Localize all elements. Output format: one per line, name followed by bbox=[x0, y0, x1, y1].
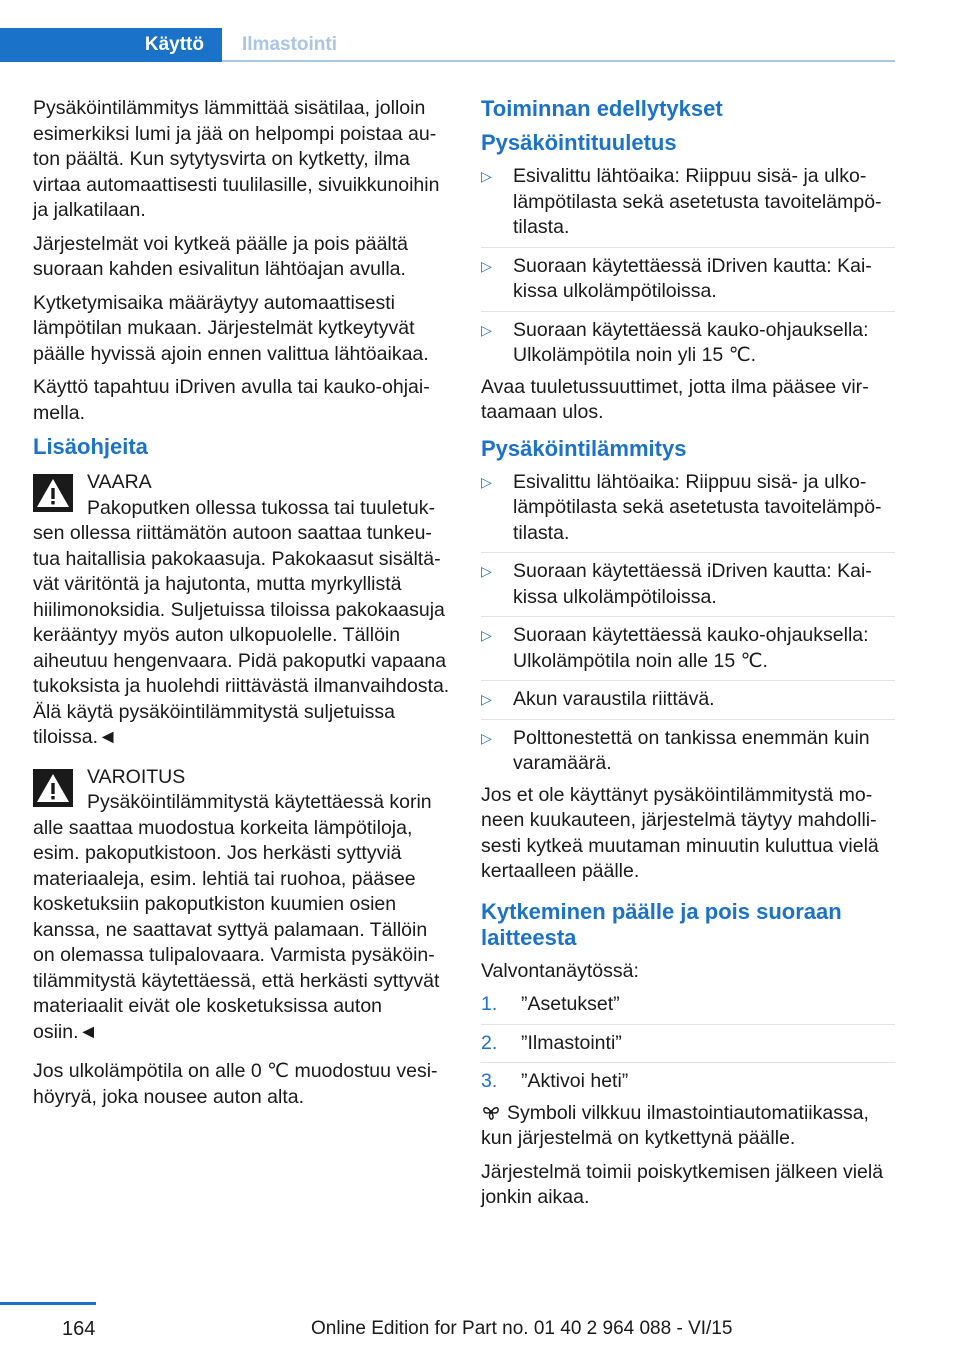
list-item bbox=[481, 719, 895, 777]
paragraph-switch-time: Kytketymisaika määräytyy automaattisesti lämpötilan mukaan. Järjestelmät kytkeytyvät päälle hyvissä ajoin ennen valittua lähtöaikaa. bbox=[33, 291, 429, 365]
paragraph-operation: Käyttö tapahtuu iDriven avulla tai kauko-ohjaimella. bbox=[33, 376, 430, 424]
triangle-bullet-icon: ▷ bbox=[481, 321, 492, 338]
step-text: ”Asetukset” bbox=[521, 993, 620, 1015]
warning-text: Pysäköintilämmitystä käytettäessä korin alle saattaa muodostua korkeita lämpötiloja, esim. pakoputkistoon. Jos herkästi syttyviä materiaaleja, esim. lehtiä tai ruohoa, pääsee kosketuksiin pakoputkiston kuumien osien kanssa, ne saattavat syttyä palamaan. Tällöin on olemassa tulipalovaara. Varmista pysäköintilämmitystä käytettäessä, että herkästi syttyvät materiaalit eivät ole kosketuksissa auton osiin.◄ bbox=[33, 791, 440, 1043]
triangle-bullet-icon: ▷ bbox=[481, 691, 492, 707]
list-item bbox=[481, 470, 895, 547]
list-item-text: Suoraan käytettäessä iDriven kautta: Kaikissa ulkolämpötiloissa. bbox=[513, 254, 872, 302]
list-item bbox=[481, 680, 895, 713]
triangle-bullet-icon: ▷ bbox=[481, 729, 492, 746]
list-item bbox=[481, 552, 895, 610]
step-number: 3. bbox=[481, 1070, 498, 1092]
ventilation-requirements-list bbox=[481, 164, 895, 369]
fan-icon bbox=[481, 1103, 501, 1121]
paragraph-vents: Avaa tuuletussuuttimet, jotta ilma pääsee virtaamaan ulos. bbox=[481, 375, 869, 423]
list-item bbox=[481, 616, 895, 674]
heading-ventilation: Pysäköintituuletus bbox=[481, 130, 677, 155]
warning-title: VAARA bbox=[87, 471, 152, 493]
heading-requirements: Toiminnan edellytykset bbox=[481, 96, 723, 121]
triangle-bullet-icon: ▷ bbox=[481, 257, 492, 274]
warning-block-danger bbox=[33, 470, 451, 751]
list-item-text: Akun varaustila riittävä. bbox=[513, 688, 715, 710]
warning-triangle-icon bbox=[33, 769, 73, 807]
list-item-text: Suoraan käytettäessä kauko-ohjauksella: Ulkolämpötila noin yli 15 ℃. bbox=[513, 318, 869, 366]
heating-requirements-list bbox=[481, 470, 895, 777]
list-item-text: Suoraan käytettäessä iDriven kautta: Kaikissa ulkolämpötiloissa. bbox=[513, 560, 872, 608]
right-column bbox=[481, 96, 895, 1219]
left-column bbox=[33, 96, 451, 1118]
list-item bbox=[481, 1024, 895, 1057]
list-item bbox=[481, 164, 895, 241]
footer-edition: Online Edition for Part no. 01 40 2 964 088 - VI/15 bbox=[311, 1318, 733, 1339]
intro-paragraph: Pysäköintilämmitys lämmittää sisätilaa, jolloin esimerkiksi lumi ja jää on helpompi poistaa auton päältä. Kun sytytysvirta on kytketty, ilma virtaa automaattisesti tuulilasille, sivuikkunoihin ja jalkatilaan. bbox=[33, 97, 440, 221]
step-text: ”Aktivoi heti” bbox=[521, 1070, 629, 1092]
symbol-text: Symboli vilkkuu ilmastointiautomatiikassa, kun järjestelmä on kytkettynä päälle. bbox=[481, 1101, 869, 1149]
paragraph-continue: Järjestelmä toimii poiskytkemisen jälkeen vielä jonkin aikaa. bbox=[481, 1160, 884, 1208]
paragraph-symbol bbox=[481, 1101, 895, 1152]
heading-heating: Pysäköintilämmitys bbox=[481, 435, 687, 461]
list-item-text: Suoraan käytettäessä kauko-ohjauksella: Ulkolämpötila noin alle 15 ℃. bbox=[513, 624, 869, 672]
list-item bbox=[481, 992, 895, 1018]
page-number: 164 bbox=[62, 1318, 96, 1340]
triangle-bullet-icon: ▷ bbox=[481, 168, 492, 184]
list-item-text: Esivalittu lähtöaika: Riippuu sisä- ja ulkolämpötilasta sekä asetetusta tavoitelämpötilasta. bbox=[513, 165, 882, 238]
triangle-bullet-icon: ▷ bbox=[481, 627, 492, 643]
heading-tips: Lisäohjeita bbox=[33, 434, 148, 459]
paragraph-months: Jos et ole käyttänyt pysäköintilämmitystä moneen kuukauteen, järjestelmä täytyy mahdollisesti kytkeä muutaman minuutin kuluttua vielä kertaalleen päälle. bbox=[481, 783, 879, 882]
list-item-text: Esivalittu lähtöaika: Riippuu sisä- ja ulkolämpötilasta sekä asetetusta tavoitelämpötilasta. bbox=[513, 470, 882, 544]
paragraph-departure-times: Järjestelmät voi kytkeä päälle ja pois päältä suoraan kahden esivalitun lähtöajan avulla. bbox=[33, 232, 409, 280]
tab-ilmastointi[interactable]: Ilmastointi bbox=[222, 28, 895, 62]
paragraph-control-display: Valvontanäytössä: bbox=[481, 959, 639, 982]
header-rule bbox=[222, 60, 895, 62]
warning-block-caution bbox=[33, 765, 451, 1046]
list-item-text: Polttonestettä on tankissa enemmän kuin varamäärä. bbox=[513, 726, 870, 774]
list-item bbox=[481, 1062, 895, 1095]
warning-title: VAROITUS bbox=[87, 765, 186, 788]
activation-steps-list bbox=[481, 992, 895, 1095]
list-item bbox=[481, 311, 895, 369]
step-text: ”Ilmastointi” bbox=[521, 1031, 622, 1054]
header-tabs bbox=[0, 28, 895, 62]
step-number: 1. bbox=[481, 993, 498, 1015]
footer-rule bbox=[0, 1302, 96, 1305]
step-number: 2. bbox=[481, 1031, 498, 1054]
list-item bbox=[481, 247, 895, 305]
warning-text: Pakoputken ollessa tukossa tai tuuletuksen ollessa riittämätön autoon saattaa tunkeutua haitallisia pakokaasuja. Pakokaasut sisältävät väritöntä ja hajutonta, mutta myrkyllistä hiilimonoksidia. Suljetuissa tiloissa pakokaasuja kerääntyy myös auton ulkopuolelle. Tällöin aiheutuu hengenvaara. Pidä pakoputki vapaana tukoksista ja huolehdi riittävästä ilmanvaihdosta. Älä käytä pysäköintilämmitystä suljetuissa tiloissa.◄ bbox=[33, 496, 450, 748]
warning-triangle-icon bbox=[33, 474, 73, 512]
triangle-bullet-icon: ▷ bbox=[481, 563, 492, 579]
paragraph-water-vapour: Jos ulkolämpötila on alle 0 ℃ muodostuu vesihöyryä, joka nousee auton alta. bbox=[33, 1060, 438, 1108]
tab-kaytto[interactable]: Käyttö bbox=[0, 28, 222, 62]
triangle-bullet-icon: ▷ bbox=[481, 473, 492, 490]
heading-direct-activation: Kytkeminen päälle ja pois suoraan laitteesta bbox=[481, 898, 842, 950]
